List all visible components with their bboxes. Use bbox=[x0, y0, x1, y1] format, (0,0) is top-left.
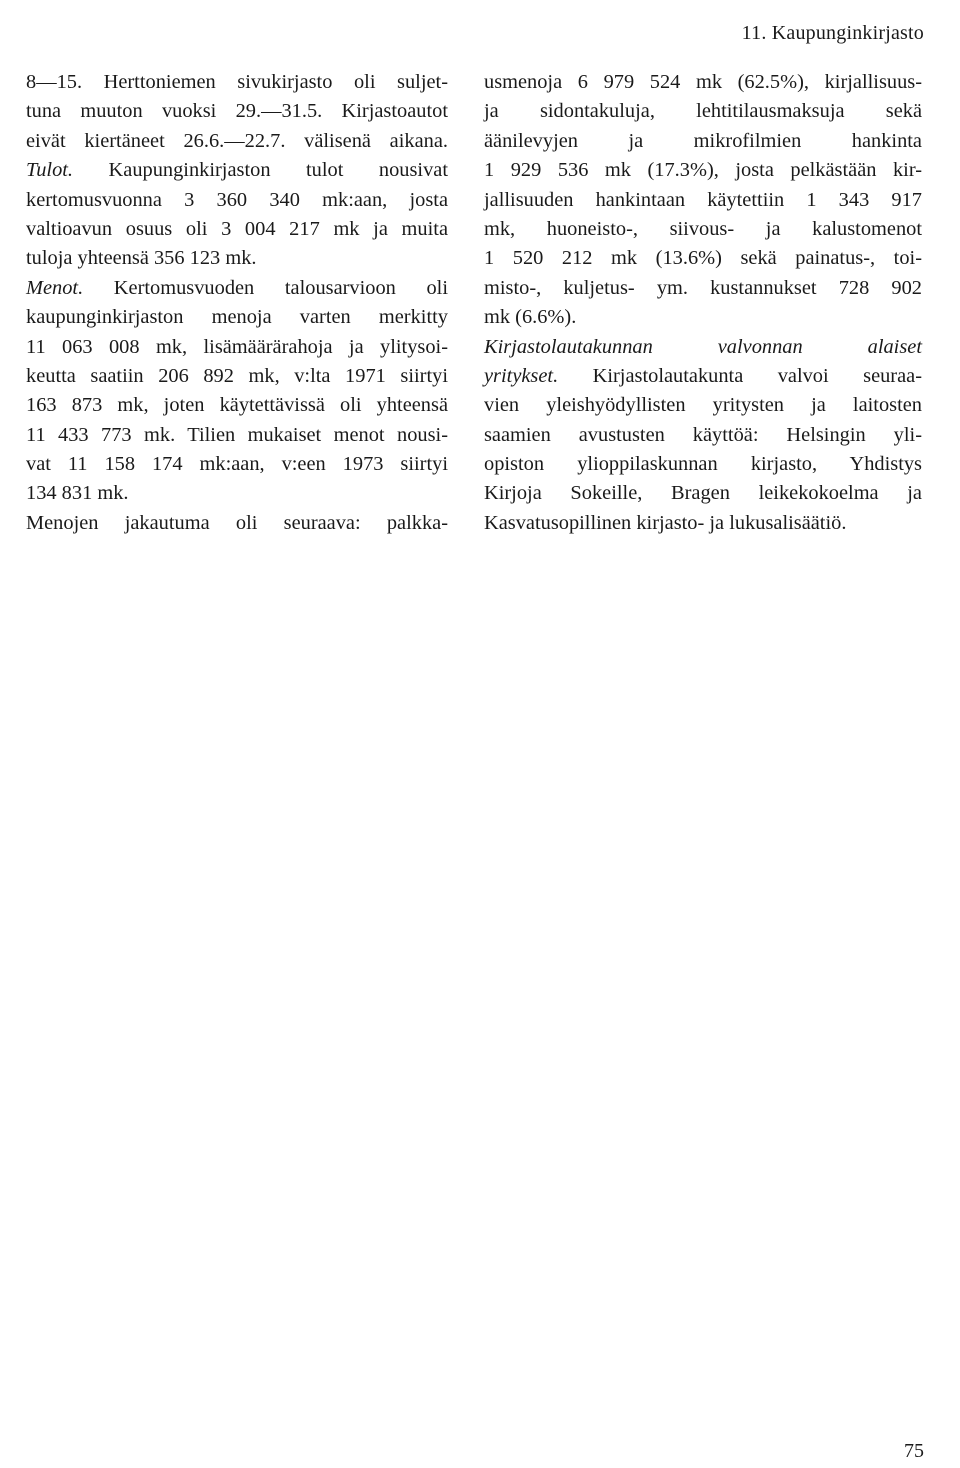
text-line bbox=[26, 97, 448, 126]
text-line bbox=[26, 186, 448, 215]
text-line bbox=[484, 156, 922, 185]
line-text: Menojen jakautuma oli seuraava: palkka- bbox=[26, 511, 448, 534]
line-text: usmenoja 6 979 524 mk (62.5%), kirjallisuus- bbox=[484, 71, 922, 93]
line-text: mk (6.6%). bbox=[484, 306, 577, 329]
page-number: 75 bbox=[904, 1440, 924, 1462]
line-text: opiston ylioppilaskunnan kirjasto, Yhdistys bbox=[484, 453, 922, 476]
line-text: Kirjoja Sokeille, Bragen leikekokoelma ja bbox=[484, 482, 922, 505]
text-line bbox=[26, 215, 448, 244]
italic-run-in-heading: Tulot. bbox=[26, 159, 74, 182]
line-text: vat 11 158 174 mk:aan, v:een 1973 siirtyi bbox=[26, 453, 448, 476]
text-line bbox=[484, 68, 922, 97]
line-text: 11 063 008 mk, lisämäärärahoja ja ylitysoi- bbox=[26, 335, 448, 358]
text-line bbox=[484, 391, 922, 420]
text-line bbox=[26, 274, 448, 303]
line-text: vien yleishyödyllisten yritysten ja laitosten bbox=[484, 394, 922, 417]
line-text: misto-, kuljetus- ym. kustannukset 728 902 bbox=[484, 276, 922, 299]
line-text: valtioavun osuus oli 3 004 217 mk ja muita bbox=[26, 217, 448, 240]
text-line bbox=[26, 421, 448, 450]
line-text: kaupunginkirjaston menoja varten merkitty bbox=[26, 306, 448, 329]
text-line bbox=[26, 127, 448, 156]
line-text: jallisuuden hankintaan käytettiin 1 343 917 bbox=[484, 188, 922, 211]
text-line bbox=[26, 450, 448, 479]
text-line bbox=[484, 362, 922, 391]
line-text: keutta saatiin 206 892 mk, v:lta 1971 siirtyi bbox=[26, 364, 448, 387]
line-text: Kaupunginkirjaston tulot nousivat bbox=[73, 159, 448, 182]
italic-run-in-heading: Menot. bbox=[26, 276, 84, 299]
line-text: Kasvatusopillinen kirjasto- ja lukusalisäätiö. bbox=[484, 511, 847, 534]
text-line bbox=[484, 274, 922, 303]
text-line bbox=[484, 244, 922, 273]
line-text: kertomusvuonna 3 360 340 mk:aan, josta bbox=[26, 188, 448, 211]
line-text: 1 929 536 mk (17.3%), josta pelkästään kir- bbox=[484, 159, 922, 182]
line-text: eivät kiertäneet 26.6.—22.7. välisenä aikana. bbox=[26, 129, 448, 152]
line-text: Kirjastolautakunta valvoi seuraa- bbox=[558, 364, 922, 387]
line-text: tuloja yhteensä 356 123 mk. bbox=[26, 247, 257, 270]
line-text: 1 520 212 mk (13.6%) sekä painatus-, toi- bbox=[484, 247, 922, 270]
text-line bbox=[484, 450, 922, 479]
line-text: mk, huoneisto-, siivous- ja kalustomenot bbox=[484, 217, 922, 240]
text-line bbox=[484, 421, 922, 450]
text-line bbox=[26, 303, 448, 332]
text-line bbox=[484, 186, 922, 215]
right-column bbox=[484, 68, 922, 538]
text-line bbox=[26, 156, 448, 185]
italic-run-in-heading: Kirjastolautakunnan valvonnan alaiset bbox=[484, 335, 922, 358]
text-line bbox=[484, 479, 922, 508]
text-line bbox=[484, 333, 922, 362]
text-line bbox=[484, 215, 922, 244]
text-line bbox=[484, 303, 922, 332]
italic-run-in-heading: yritykset. bbox=[484, 364, 559, 387]
line-text: 8—15. Herttoniemen sivukirjasto oli suljet- bbox=[26, 71, 448, 93]
text-line bbox=[26, 391, 448, 420]
text-line bbox=[484, 509, 922, 538]
line-text: 163 873 mk, joten käytettävissä oli yhteensä bbox=[26, 394, 448, 417]
text-line bbox=[26, 509, 448, 538]
text-line bbox=[484, 97, 922, 126]
line-text: äänilevyjen ja mikrofilmien hankinta bbox=[484, 129, 922, 152]
text-line bbox=[26, 68, 448, 97]
line-text: Kertomusvuoden talousarvioon oli bbox=[83, 276, 448, 299]
line-text: 11 433 773 mk. Tilien mukaiset menot nousi- bbox=[26, 423, 448, 446]
text-line bbox=[26, 479, 448, 508]
text-line bbox=[26, 333, 448, 362]
text-line bbox=[484, 127, 922, 156]
text-line bbox=[26, 244, 448, 273]
left-column bbox=[26, 68, 448, 538]
line-text: saamien avustusten käyttöä: Helsingin yli- bbox=[484, 423, 922, 446]
line-text: tuna muuton vuoksi 29.—31.5. Kirjastoautot bbox=[26, 100, 448, 123]
line-text: ja sidontakuluja, lehtitilausmaksuja sekä bbox=[484, 100, 922, 123]
text-line bbox=[26, 362, 448, 391]
running-header: 11. Kaupunginkirjasto bbox=[741, 22, 924, 44]
line-text: 134 831 mk. bbox=[26, 482, 129, 505]
